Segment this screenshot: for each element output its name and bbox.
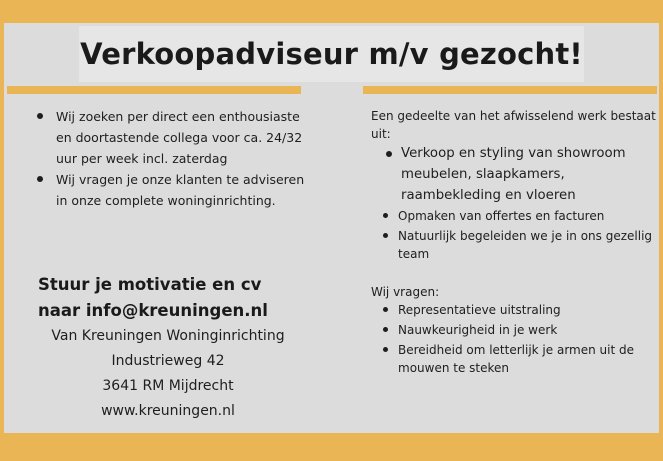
cta-email-line: naar info@kreuningen.nl <box>38 301 268 320</box>
divider-left <box>7 86 301 94</box>
list-item: Verkoop en styling van showroom meubelen, slaapkamers, raambekleding en vloeren <box>371 143 656 206</box>
list-item: Bereidheid om letterlijk je armen uit de mouwen te steken <box>371 341 656 377</box>
call-to-action <box>38 272 268 324</box>
left-column <box>20 106 310 211</box>
right-column <box>371 107 656 379</box>
job-description-list <box>20 106 310 211</box>
list-item: Representatieve uitstraling <box>371 301 656 319</box>
list-item: Wij zoeken per direct een enthousiaste en doortastende collega voor ca. 24/32 uur per week incl. zaterdag <box>20 106 310 169</box>
divider-right <box>363 86 657 94</box>
list-item: Nauwkeurigheid in je werk <box>371 321 656 339</box>
tasks-list <box>371 143 656 263</box>
list-item: Wij vragen je onze klanten te adviseren in onze complete woninginrichting. <box>20 169 310 211</box>
tasks-intro: Een gedeelte van het afwisselend werk bestaat uit: <box>371 109 656 141</box>
company-address <box>0 324 336 424</box>
requirements-list <box>371 301 656 377</box>
spacer <box>371 265 656 283</box>
page-title: Verkoopadviseur m/v gezocht! <box>80 37 583 71</box>
company-city: 3641 RM Mijdrecht <box>102 378 234 394</box>
cta-line: Stuur je motivatie en cv <box>38 275 262 294</box>
company-street: Industrieweg 42 <box>111 353 225 369</box>
list-item: Opmaken van offertes en facturen <box>371 207 656 225</box>
company-website: www.kreuningen.nl <box>101 403 235 419</box>
list-item: Natuurlijk begeleiden we je in ons gezellig team <box>371 227 656 263</box>
requirements-heading: Wij vragen: <box>371 285 440 299</box>
company-name: Van Kreuningen Woninginrichting <box>51 328 285 344</box>
